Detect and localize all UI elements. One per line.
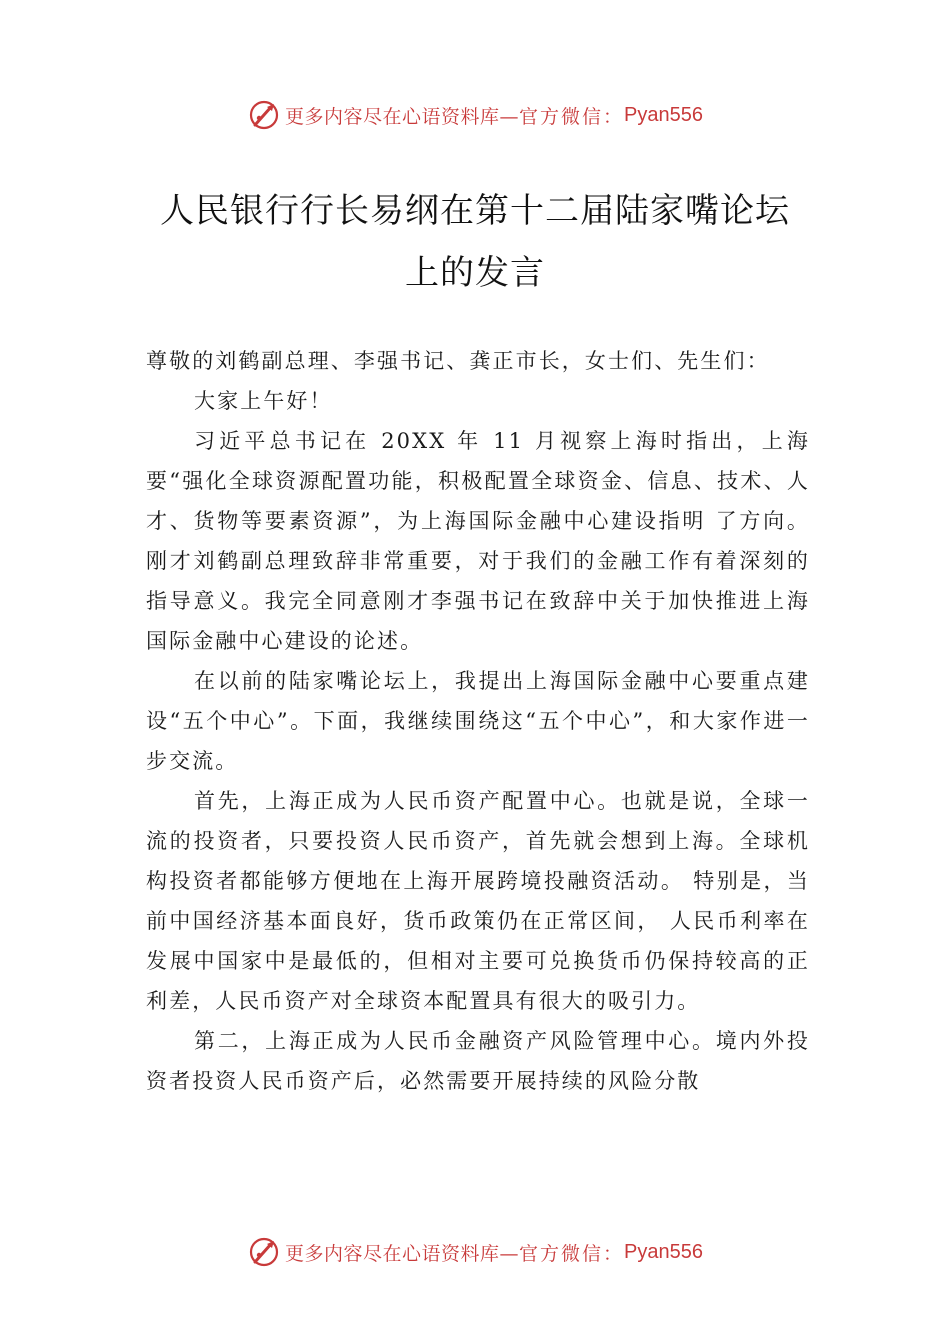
- pen-circle-logo-icon: [247, 98, 281, 132]
- banner-wechat-label: 官方微信：: [519, 105, 625, 128]
- paragraph-1: 习近平总书记在 20XX 年 11 月视察上海时指出，上海要“强化全球资源配置功能，积极配置全球资金、信息、技术、人才、货物等要素资源”，为上海国际金融中心建设指明 了方向。刚才刘鹤副总理致辞非常重要，对于我们的金融工作有着深刻的指导意义。我完全同意刚才李强书记在致辞中关于加快推进上海国际金融中心建设的论述。: [146, 429, 810, 653]
- title-line-1: 人民银行行长易纲在第十二届陆家嘴论坛: [160, 191, 790, 231]
- salutation: 尊敬的刘鹤副总理、李强书记、龚正市长，女士们、先生们：: [146, 349, 770, 373]
- document-title: [100, 180, 850, 304]
- banner-text: 更多内容尽在心语资料库—: [285, 1242, 520, 1265]
- header-banner: [0, 95, 950, 135]
- banner-wechat-label: 官方微信：: [519, 1242, 625, 1265]
- title-line-2: 上的发言: [405, 253, 545, 293]
- pen-circle-logo-icon: [247, 1235, 281, 1269]
- banner-wechat-id: Pyan556: [624, 1240, 703, 1263]
- footer-banner: [0, 1232, 950, 1272]
- banner-text: 更多内容尽在心语资料库—: [285, 105, 520, 128]
- paragraph-3: 首先，上海正成为人民币资产配置中心。也就是说，全球一流的投资者，只要投资人民币资产，首先就会想到上海。全球机构投资者都能够方便地在上海开展跨境投融资活动。 特别是，当前中国经济基本面良好，货币政策仍在正常区间， 人民币利率在发展中国家中是最低的，但相对主要可兑换货币仍保持较高的正利差，人民币资产对全球资本配置具有很大的吸引力。: [146, 789, 810, 1013]
- paragraph-4: 第二，上海正成为人民币金融资产风险管理中心。境内外投资者投资人民币资产后，必然需要开展持续的风险分散: [146, 1029, 810, 1093]
- greeting: 大家上午好！: [194, 389, 333, 413]
- banner-wechat-id: Pyan556: [624, 103, 703, 126]
- document-body: [146, 341, 810, 1101]
- paragraph-2: 在以前的陆家嘴论坛上，我提出上海国际金融中心要重点建设“五个中心”。下面，我继续围绕这“五个中心”，和大家作进一步交流。: [146, 669, 810, 773]
